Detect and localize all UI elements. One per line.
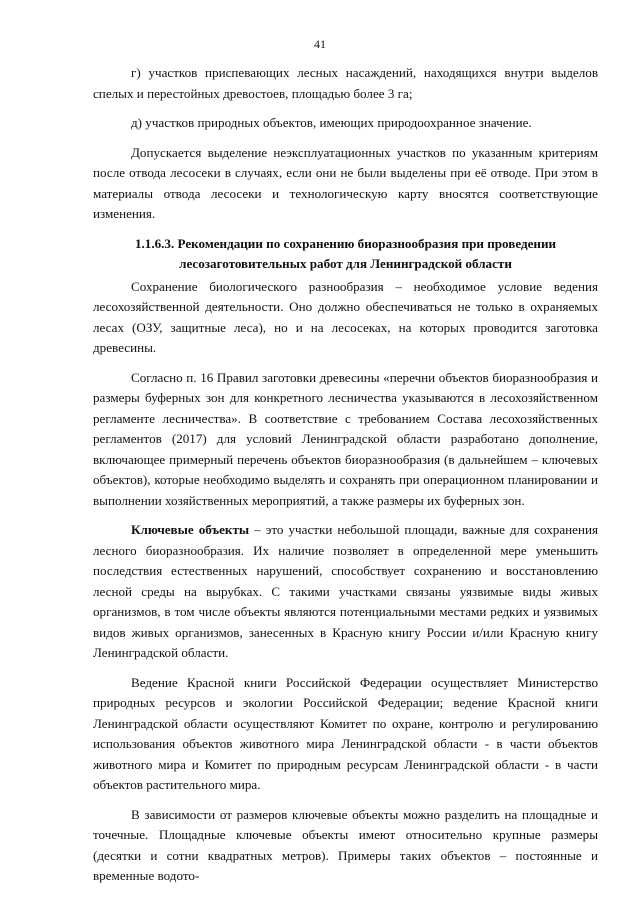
paragraph-logging-rules: Согласно п. 16 Правил заготовки древесины «перечни объектов биоразнообразия и размеры буферных зон для конкретного лесничества указываются в лесохозяйственном регламенте лесничества». В соответствие с требованием Состава лесохозяйственных регламентов (2017) для условий Ленинградской области разработано дополнение, включающее примерный перечень объектов биоразнообразия (в дальнейшем – ключевых объектов), которые необходимо выделять и сохранять при операционном планировании и выполнении хозяйственных мероприятий, а также размеры их буферных зон.	[93, 369, 598, 508]
paragraph-list-item-d: д) участков природных объектов, имеющих природоохранное значение.	[131, 115, 532, 130]
paragraph-list-item-g: г) участков приспевающих лесных насаждений, находящихся внутри выделов спелых и перестойных древостоев, площадью более 3 га;	[93, 65, 598, 101]
key-objects-definition: – это участки небольшой площади, важные для сохранения лесного биоразнообразия. Их наличие позволяет в определенной мере уменьшить последствия естественных нарушений, способствует сохранению и восстановлению лесной среды на вырубках. С такими участками связаны уязвимые виды живых организмов, в том числе объекты являются потенциальными местами редких и уязвимых видов живых организмов, занесенных в Красную книгу России и/или Красную книгу Ленинградской области.	[93, 522, 598, 660]
paragraph-biodiversity-conservation: Сохранение биологического разнообразия – необходимое условие ведения лесохозяйственной деятельности. Оно должно обеспечиваться не только в охраняемых лесах (ОЗУ, защитные леса), но и на лесосеках, на которых проводится заготовка древесины.	[93, 278, 598, 355]
paragraph-red-book: Ведение Красной книги Российской Федерации осуществляет Министерство природных ресурсов и экологии Российской Федерации; ведение Красной книги Ленинградской области осуществляют Комитет по охране, контролю и регулированию использования объектов животного мира Ленинградской области - в части объектов животного мира и Комитет по природным ресурсам Ленинградской области - в части объектов растительного мира.	[93, 674, 598, 792]
section-title: 1.1.6.3. Рекомендации по сохранению биоразнообразия при проведении лесозаготовительных работ для Ленинградской области	[134, 235, 557, 271]
paragraph-non-exploitable-plots: Допускается выделение неэксплуатационных участков по указанным критериям после отвода лесосеки в случаях, если они не были выделены при её отводе. При этом в материалы отвода лесосеки и технологическую карту вносятся соответствующие изменения.	[93, 144, 598, 221]
page-number: 41	[314, 37, 326, 51]
paragraph-object-sizes: В зависимости от размеров ключевые объекты можно разделить на площадные и точечные. Площадные ключевые объекты имеют относительно крупные размеры (десятки и сотни квадратных метров). Примеры таких объектов – постоянные и временные водото-	[93, 806, 598, 883]
key-objects-term: Ключевые объекты	[131, 522, 250, 537]
document-body	[93, 63, 598, 887]
paragraph-key-objects	[93, 520, 598, 664]
